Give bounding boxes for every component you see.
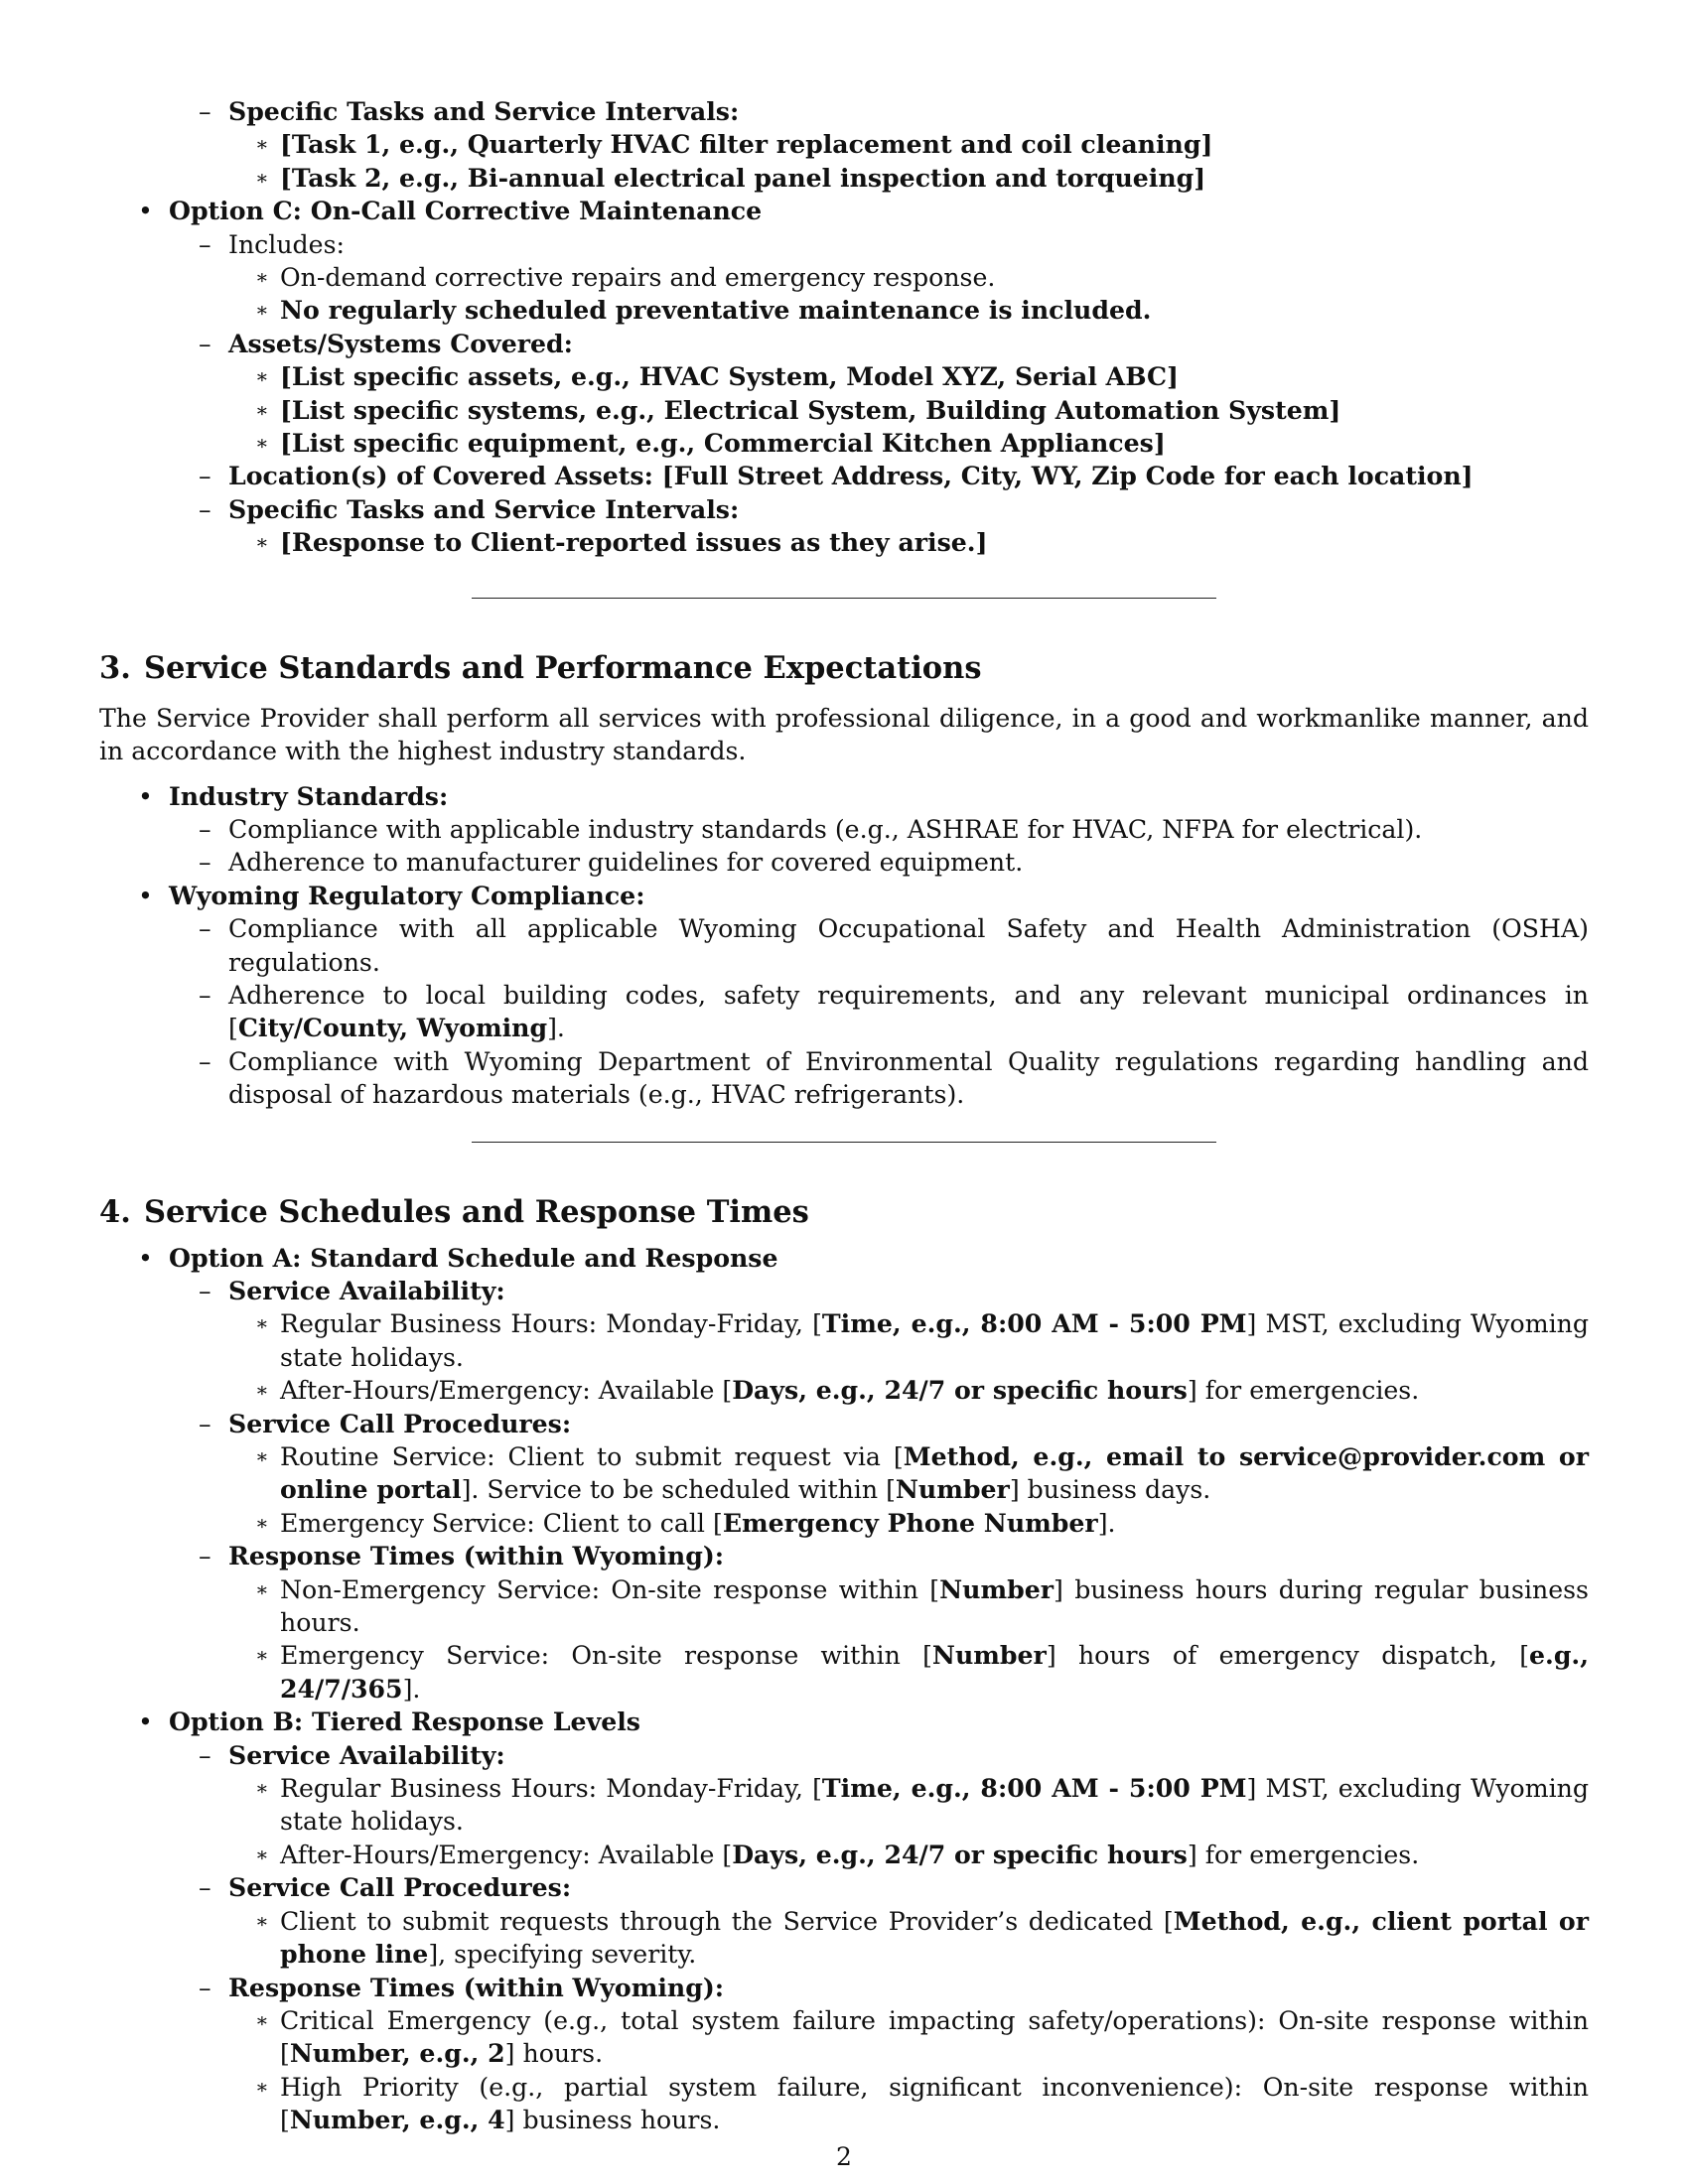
continuation-list <box>99 95 1589 560</box>
text-fragment: Number <box>939 1573 1055 1604</box>
text-fragment: Time, e.g., 8:00 AM - 5:00 PM <box>821 1773 1247 1804</box>
text-fragment: ]. Service to be scheduled within [ <box>461 1475 896 1505</box>
text-fragment: ]. <box>547 1014 565 1043</box>
group-label: Response Times (within Wyoming): <box>228 1541 725 1571</box>
text-fragment: Adherence to manufacturer guidelines for covered equipment. <box>228 848 1024 878</box>
text-fragment: Number, e.g., 2 <box>289 2038 505 2069</box>
dot-bullet: • <box>138 1707 153 1737</box>
asterisk-bullet: ∗ <box>255 1776 269 1801</box>
text-fragment: ] for emergencies. <box>1187 1840 1420 1869</box>
text-fragment: After-Hours/Emergency: Available [ <box>280 1376 733 1406</box>
tasks-list <box>228 526 1589 559</box>
group-label: Service Call Procedures: <box>228 1872 572 1903</box>
list-item <box>169 846 1589 879</box>
tasks-label: Specific Tasks and Service Intervals: <box>228 96 740 126</box>
assets-label: Assets/Systems Covered: <box>228 328 573 358</box>
asterisk-bullet: ∗ <box>255 364 269 389</box>
list-item <box>228 360 1589 393</box>
dash-bullet: – <box>199 1973 211 2002</box>
list-item <box>228 1772 1589 1839</box>
dash-bullet: – <box>199 462 211 491</box>
group-label: Service Call Procedures: <box>228 1408 572 1438</box>
text-fragment: Days, e.g., 24/7 or specific hours <box>732 1375 1188 1406</box>
text-fragment: [List specific equipment, e.g., Commercial Kitchen Appliances] <box>280 428 1166 459</box>
group-item <box>169 1739 1589 1872</box>
section-title: Service Schedules and Response Times <box>144 1193 809 1230</box>
section-4-list <box>99 1242 1589 2137</box>
list-item <box>228 1639 1589 1706</box>
list-item <box>169 493 1589 560</box>
dash-bullet: – <box>199 914 211 944</box>
location-line: Location(s) of Covered Assets: [Full Street Address, City, WY, Zip Code for each location] <box>228 461 1474 491</box>
text-fragment: ] business hours. <box>504 2106 721 2135</box>
asterisk-bullet: ∗ <box>255 1643 269 1668</box>
tasks-label: Specific Tasks and Service Intervals: <box>228 493 740 524</box>
group-label: Service Availability: <box>228 1275 505 1305</box>
text-fragment: Emergency Phone Number <box>722 1507 1098 1538</box>
asterisk-bullet: ∗ <box>255 2074 269 2099</box>
text-fragment: ], specifying severity. <box>428 1940 697 1970</box>
dot-bullet: • <box>138 881 153 910</box>
list-item <box>169 813 1589 846</box>
asterisk-bullet: ∗ <box>255 1842 269 1866</box>
dot-bullet: • <box>138 781 153 811</box>
list-item <box>228 2004 1589 2071</box>
group-label: Response Times (within Wyoming): <box>228 1972 725 2002</box>
text-fragment: After-Hours/Emergency: Available [ <box>280 1840 733 1869</box>
group-item <box>99 880 1589 1112</box>
list-item <box>228 128 1589 161</box>
asterisk-bullet: ∗ <box>255 1576 269 1601</box>
text-fragment: ] for emergencies. <box>1187 1376 1420 1406</box>
asterisk-bullet: ∗ <box>255 298 269 323</box>
group-item <box>169 1871 1589 1971</box>
document-page <box>99 95 1589 2137</box>
text-fragment: ] hours. <box>504 2039 604 2069</box>
text-fragment: ] MST, excluding Wyoming state holidays. <box>280 1309 1589 1372</box>
asterisk-bullet: ∗ <box>255 1908 269 1933</box>
asterisk-bullet: ∗ <box>255 2007 269 2032</box>
text-fragment: Regular Business Hours: Monday-Friday, [ <box>280 1309 822 1339</box>
section-title: Service Standards and Performance Expectations <box>144 649 982 686</box>
text-fragment: ] hours of emergency dispatch, [ <box>1046 1641 1530 1671</box>
option-title: Option B: Tiered Response Levels <box>169 1706 640 1737</box>
dash-bullet: – <box>199 980 211 1010</box>
asterisk-bullet: ∗ <box>255 1311 269 1336</box>
text-fragment: Critical Emergency (e.g., total system failure impacting safety/operations): On-site response within [ <box>280 2005 1589 2069</box>
list-item <box>228 1839 1589 1871</box>
option-c-title: Option C: On-Call Corrective Maintenance <box>169 196 763 226</box>
section-3-intro: The Service Provider shall perform all services with professional diligence, in a good and workmanlike manner, and in accordance with the highest industry standards. <box>99 703 1589 766</box>
option-c-item <box>99 195 1589 559</box>
text-fragment: Compliance with all applicable Wyoming Occupational Safety and Health Administration (OSHA) regulations. <box>228 914 1589 977</box>
text-fragment: Emergency Service: Client to call [ <box>280 1508 723 1538</box>
option-title: Option A: Standard Schedule and Response <box>169 1242 778 1273</box>
dot-bullet: • <box>138 197 153 226</box>
asterisk-bullet: ∗ <box>255 165 269 190</box>
dash-bullet: – <box>199 814 211 844</box>
text-fragment: Days, e.g., 24/7 or specific hours <box>732 1839 1188 1869</box>
page-number: 2 <box>836 2142 852 2171</box>
asterisk-bullet: ∗ <box>255 1510 269 1535</box>
section-4-heading <box>99 1192 1589 1232</box>
text-fragment: [List specific assets, e.g., HVAC System, Model XYZ, Serial ABC] <box>280 361 1179 392</box>
text-fragment: e.g., 24/7/365 <box>280 1640 1589 1704</box>
group-label: Service Availability: <box>228 1739 505 1770</box>
text-fragment: Non-Emergency Service: On-site response within [ <box>280 1574 940 1604</box>
option-item <box>99 1706 1589 2136</box>
asterisk-bullet: ∗ <box>255 431 269 456</box>
text-fragment: No regularly scheduled preventative maintenance is included. <box>280 295 1152 326</box>
list-item <box>228 294 1589 327</box>
text-fragment: Number <box>931 1640 1047 1671</box>
group-item <box>169 1275 1589 1408</box>
text-fragment: High Priority (e.g., partial system failure, significant inconvenience): On-site response within [ <box>280 2072 1589 2135</box>
text-fragment: ]. <box>402 1674 421 1704</box>
group-label: Wyoming Regulatory Compliance: <box>169 880 645 910</box>
list-item <box>228 526 1589 559</box>
dot-bullet: • <box>138 1243 153 1273</box>
list-item <box>228 1905 1589 1972</box>
group-label: Industry Standards: <box>169 780 449 811</box>
list-item <box>228 1573 1589 1640</box>
text-fragment: [Task 2, e.g., Bi-annual electrical panel inspection and torqueing] <box>280 162 1206 193</box>
dash-bullet: – <box>199 97 211 126</box>
text-fragment: [Task 1, e.g., Quarterly HVAC filter replacement and coil cleaning] <box>280 129 1213 160</box>
list-item <box>99 95 1589 195</box>
list-item <box>169 328 1589 461</box>
text-fragment: Compliance with Wyoming Department of Environmental Quality regulations regarding handling and disposal of hazardous materials (e.g., HVAC refrigerants). <box>228 1046 1589 1110</box>
text-fragment: [Response to Client-reported issues as they arise.] <box>280 527 988 558</box>
list-item <box>169 1045 1589 1112</box>
text-fragment: Time, e.g., 8:00 AM - 5:00 PM <box>821 1308 1247 1339</box>
list-item <box>228 394 1589 427</box>
text-fragment: ]. <box>1097 1508 1116 1538</box>
assets-list <box>228 360 1589 460</box>
text-fragment: ] MST, excluding Wyoming state holidays. <box>280 1774 1589 1837</box>
dash-bullet: – <box>199 848 211 878</box>
list-item <box>169 228 1589 328</box>
text-fragment: Routine Service: Client to submit request via [ <box>280 1442 904 1471</box>
dash-bullet: – <box>199 1542 211 1571</box>
text-fragment: On-demand corrective repairs and emergency response. <box>280 263 996 293</box>
list-item <box>228 1507 1589 1540</box>
group-item <box>99 780 1589 880</box>
list-item <box>169 979 1589 1045</box>
text-fragment: Regular Business Hours: Monday-Friday, [ <box>280 1774 822 1804</box>
text-fragment: ] business days. <box>1009 1475 1211 1505</box>
list-item <box>228 1440 1589 1507</box>
section-3-list <box>99 780 1589 1112</box>
section-number: 4. <box>99 1193 131 1230</box>
dash-bullet: – <box>199 1740 211 1770</box>
asterisk-bullet: ∗ <box>255 132 269 157</box>
list-item <box>228 2071 1589 2137</box>
text-fragment: [List specific systems, e.g., Electrical System, Building Automation System] <box>280 394 1341 425</box>
dash-bullet: – <box>199 1873 211 1903</box>
section-3-heading <box>99 648 1589 688</box>
text-fragment: Emergency Service: On-site response within [ <box>280 1641 932 1671</box>
group-item <box>169 1408 1589 1541</box>
dash-bullet: – <box>199 1409 211 1438</box>
group-item <box>169 1972 1589 2137</box>
dash-bullet: – <box>199 1046 211 1076</box>
text-fragment: Number, e.g., 4 <box>289 2105 505 2135</box>
text-fragment: Client to submit requests through the Service Provider’s dedicated [ <box>280 1906 1174 1936</box>
list-item <box>228 162 1589 195</box>
includes-label: Includes: <box>228 229 345 259</box>
asterisk-bullet: ∗ <box>255 265 269 290</box>
list-item <box>169 460 1589 492</box>
list-item <box>228 1374 1589 1407</box>
group-item <box>169 1540 1589 1706</box>
asterisk-bullet: ∗ <box>255 1444 269 1468</box>
dash-bullet: – <box>199 1276 211 1305</box>
tasks-list <box>228 128 1589 195</box>
text-fragment: City/County, Wyoming <box>237 1013 548 1043</box>
includes-list <box>228 261 1589 328</box>
text-fragment: Adherence to local building codes, safety requirements, and any relevant municipal ordinances in [ <box>228 980 1589 1043</box>
asterisk-bullet: ∗ <box>255 530 269 555</box>
text-fragment: Method, e.g., client portal or phone line <box>280 1905 1589 1970</box>
section-number: 3. <box>99 649 131 686</box>
asterisk-bullet: ∗ <box>255 1378 269 1403</box>
list-item <box>169 95 1589 195</box>
option-item <box>99 1242 1589 1706</box>
horizontal-rule <box>472 598 1216 599</box>
dash-bullet: – <box>199 494 211 524</box>
text-fragment: ] business hours during regular business hours. <box>280 1574 1589 1638</box>
dash-bullet: – <box>199 329 211 358</box>
text-fragment: Method, e.g., email to service@provider.com or online portal <box>280 1441 1589 1505</box>
horizontal-rule <box>472 1142 1216 1143</box>
list-item <box>228 1307 1589 1374</box>
text-fragment: Number <box>895 1474 1010 1505</box>
list-item <box>228 261 1589 294</box>
text-fragment: Compliance with applicable industry standards (e.g., ASHRAE for HVAC, NFPA for electrical). <box>228 814 1423 844</box>
dash-bullet: – <box>199 229 211 259</box>
list-item <box>169 912 1589 979</box>
asterisk-bullet: ∗ <box>255 397 269 422</box>
list-item <box>228 427 1589 460</box>
